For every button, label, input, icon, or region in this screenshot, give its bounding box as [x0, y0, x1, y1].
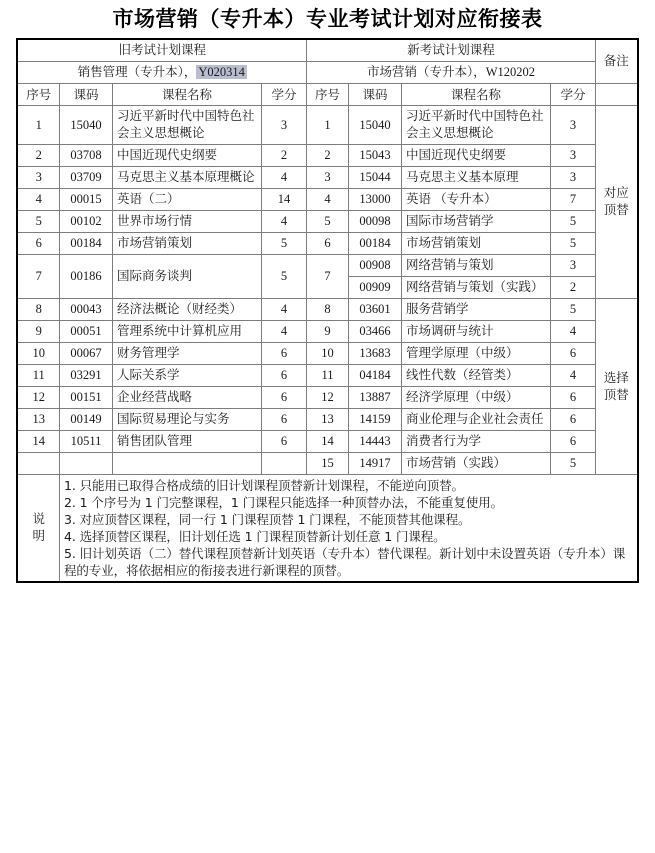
old-name-cell: 人际关系学: [112, 365, 261, 387]
old-name-cell: 财务管理学: [112, 343, 261, 365]
new-code-cell: 13000: [349, 189, 402, 211]
header-new-seq: 序号: [307, 84, 349, 106]
old-credit-cell: 5: [261, 255, 306, 299]
new-name-cell: 市场营销（实践）: [402, 453, 551, 475]
table-row: [17, 431, 637, 453]
old-seq-cell: 4: [17, 189, 59, 211]
new-seq-cell: 13: [307, 409, 349, 431]
old-name-cell: 英语（二）: [112, 189, 261, 211]
page-title: 市场营销（专升本）专业考试计划对应衔接表: [112, 6, 543, 31]
new-seq-cell: 5: [307, 211, 349, 233]
table-row: [17, 365, 637, 387]
new-seq-cell: 3: [307, 167, 349, 189]
new-credit-cell: 4: [551, 365, 596, 387]
old-seq-cell: 8: [17, 299, 59, 321]
old-credit-cell: 4: [261, 211, 306, 233]
old-code-cell: 10511: [59, 431, 112, 453]
new-code-cell: 14443: [349, 431, 402, 453]
old-seq-cell: 7: [17, 255, 59, 299]
old-seq-cell: [17, 453, 59, 475]
new-credit-cell: 6: [551, 431, 596, 453]
new-code-cell: 15040: [349, 106, 402, 145]
new-seq-cell: 15: [307, 453, 349, 475]
table-row: [17, 233, 637, 255]
table-row: [17, 387, 637, 409]
new-name-cell: 线性代数（经管类）: [402, 365, 551, 387]
old-credit-cell: 6: [261, 409, 306, 431]
new-seq-cell: 12: [307, 387, 349, 409]
new-code-cell: 00909: [349, 277, 402, 299]
old-name-cell: 国际商务谈判: [112, 255, 261, 299]
new-name-cell: 英语 （专升本）: [402, 189, 551, 211]
old-credit-cell: 14: [261, 189, 306, 211]
table-row: [17, 145, 637, 167]
new-seq-cell: 11: [307, 365, 349, 387]
new-seq-cell: 8: [307, 299, 349, 321]
old-name-cell: 马克思主义基本原理概论: [112, 167, 261, 189]
old-credit-cell: 4: [261, 321, 306, 343]
old-name-cell: 习近平新时代中国特色社会主义思想概论: [112, 106, 261, 145]
old-code-cell: 15040: [59, 106, 112, 145]
table-row: [17, 189, 637, 211]
old-seq-cell: 1: [17, 106, 59, 145]
new-seq-cell: 1: [307, 106, 349, 145]
new-credit-cell: 5: [551, 299, 596, 321]
new-credit-cell: 2: [551, 277, 596, 299]
new-code-cell: 00908: [349, 255, 402, 277]
new-seq-cell: 6: [307, 233, 349, 255]
new-credit-cell: 3: [551, 145, 596, 167]
note-item: 4. 选择顶替区课程，旧计划任选 1 门课程顶替新计划任意 1 门课程。: [63, 529, 446, 544]
new-code-cell: 13887: [349, 387, 402, 409]
old-credit-cell: 4: [261, 167, 306, 189]
notes-label: [17, 475, 59, 583]
course-mapping-table: [16, 38, 638, 583]
note-item: 1. 只能用已取得合格成绩的旧计划课程顶替新计划课程，不能逆向顶替。: [63, 478, 464, 493]
remark-cell: 选择 顶替: [596, 299, 638, 475]
new-seq-cell: 9: [307, 321, 349, 343]
old-code-cell: 03708: [59, 145, 112, 167]
old-code-cell: 03291: [59, 365, 112, 387]
header-old-seq: 序号: [17, 84, 59, 106]
old-plan-major: 销售管理（专升本），: [77, 65, 197, 79]
new-code-cell: 03601: [349, 299, 402, 321]
new-plan-group-header: 新考试计划课程: [307, 39, 596, 62]
new-seq-cell: 4: [307, 189, 349, 211]
new-name-cell: 国际市场营销学: [402, 211, 551, 233]
old-seq-cell: 5: [17, 211, 59, 233]
new-name-cell: 消费者行为学: [402, 431, 551, 453]
new-code-cell: 13683: [349, 343, 402, 365]
table-row: [17, 343, 637, 365]
new-code-cell: 03466: [349, 321, 402, 343]
old-plan-group-header: 旧考试计划课程: [17, 39, 306, 62]
new-credit-cell: 5: [551, 453, 596, 475]
header-old-code: 课码: [59, 84, 112, 106]
notes-row: [17, 475, 637, 583]
new-credit-cell: 3: [551, 167, 596, 189]
new-credit-cell: 5: [551, 233, 596, 255]
old-name-cell: 市场营销策划: [112, 233, 261, 255]
old-credit-cell: 3: [261, 106, 306, 145]
new-code-cell: 15043: [349, 145, 402, 167]
old-code-cell: [59, 453, 112, 475]
header-remark-spacer: [596, 84, 638, 106]
remark-column-header: 备注: [596, 39, 638, 84]
old-seq-cell: 11: [17, 365, 59, 387]
note-item: 3. 对应顶替区课程，同一行 1 门课程顶替 1 门课程，不能顶替其他课程。: [63, 512, 471, 527]
new-credit-cell: 3: [551, 255, 596, 277]
new-name-cell: 网络营销与策划（实践）: [402, 277, 551, 299]
old-seq-cell: 9: [17, 321, 59, 343]
table-row: [17, 167, 637, 189]
old-seq-cell: 13: [17, 409, 59, 431]
old-name-cell: 经济法概论（财经类）: [112, 299, 261, 321]
new-name-cell: 中国近现代史纲要: [402, 145, 551, 167]
old-credit-cell: 5: [261, 233, 306, 255]
new-name-cell: 网络营销与策划: [402, 255, 551, 277]
old-credit-cell: 4: [261, 299, 306, 321]
column-header-row: [17, 84, 637, 106]
group-header-row: [17, 39, 637, 62]
table-row: [17, 409, 637, 431]
notes-body: [59, 475, 637, 583]
new-seq-cell: 10: [307, 343, 349, 365]
old-credit-cell: 6: [261, 387, 306, 409]
new-name-cell: 商业伦理与企业社会责任: [402, 409, 551, 431]
new-credit-cell: 6: [551, 343, 596, 365]
new-code-cell: 00184: [349, 233, 402, 255]
table-row: [17, 453, 637, 475]
old-seq-cell: 6: [17, 233, 59, 255]
new-code-cell: 00098: [349, 211, 402, 233]
new-code-cell: 15044: [349, 167, 402, 189]
table-row: [17, 106, 637, 145]
old-seq-cell: 12: [17, 387, 59, 409]
old-code-cell: 00015: [59, 189, 112, 211]
table-row: [17, 255, 637, 277]
old-code-cell: 00051: [59, 321, 112, 343]
plan-name-row: [17, 62, 637, 84]
header-old-name: 课程名称: [112, 84, 261, 106]
old-code-cell: 03709: [59, 167, 112, 189]
old-credit-cell: 6: [261, 365, 306, 387]
old-name-cell: 世界市场行情: [112, 211, 261, 233]
new-name-cell: 服务营销学: [402, 299, 551, 321]
new-name-cell: 马克思主义基本原理: [402, 167, 551, 189]
header-new-name: 课程名称: [402, 84, 551, 106]
new-name-cell: 经济学原理（中级）: [402, 387, 551, 409]
new-plan-name-cell: 市场营销（专升本），W120202: [307, 62, 596, 84]
old-code-cell: 00102: [59, 211, 112, 233]
header-old-credit: 学分: [261, 84, 306, 106]
new-seq-cell: 2: [307, 145, 349, 167]
old-code-cell: 00043: [59, 299, 112, 321]
new-credit-cell: 6: [551, 409, 596, 431]
old-name-cell: [112, 453, 261, 475]
header-new-code: 课码: [349, 84, 402, 106]
old-credit-cell: 2: [261, 145, 306, 167]
new-credit-cell: 4: [551, 321, 596, 343]
old-seq-cell: 2: [17, 145, 59, 167]
remark-cell: 对应 顶替: [596, 106, 638, 299]
old-code-cell: 00149: [59, 409, 112, 431]
new-code-cell: 14159: [349, 409, 402, 431]
note-item: 2. 1 个序号为 1 门完整课程，1 门课程只能选择一种顶替办法，不能重复使用。: [63, 495, 504, 510]
old-credit-cell: 6: [261, 343, 306, 365]
new-credit-cell: 3: [551, 106, 596, 145]
new-credit-cell: 7: [551, 189, 596, 211]
old-name-cell: 国际贸易理论与实务: [112, 409, 261, 431]
old-code-cell: 00151: [59, 387, 112, 409]
new-name-cell: 习近平新时代中国特色社会主义思想概论: [402, 106, 551, 145]
new-seq-cell: 14: [307, 431, 349, 453]
old-credit-cell: 6: [261, 431, 306, 453]
old-name-cell: 销售团队管理: [112, 431, 261, 453]
new-seq-cell: 7: [307, 255, 349, 299]
new-code-cell: 14917: [349, 453, 402, 475]
old-seq-cell: 10: [17, 343, 59, 365]
old-code-cell: 00184: [59, 233, 112, 255]
new-name-cell: 管理学原理（中级）: [402, 343, 551, 365]
table-row: [17, 211, 637, 233]
old-name-cell: 企业经营战略: [112, 387, 261, 409]
table-row: [17, 321, 637, 343]
old-credit-cell: [261, 453, 306, 475]
new-code-cell: 04184: [349, 365, 402, 387]
table-row: [17, 299, 637, 321]
old-code-cell: 00186: [59, 255, 112, 299]
old-code-cell: 00067: [59, 343, 112, 365]
note-item: 5. 旧计划英语（二）替代课程顶替新计划英语（专升本）替代课程。新计划中未设置英语（专升本）课程的专业，将依据相应的衔接表进行新课程的顶替。: [63, 546, 626, 578]
old-seq-cell: 14: [17, 431, 59, 453]
old-name-cell: 管理系统中计算机应用: [112, 321, 261, 343]
old-name-cell: 中国近现代史纲要: [112, 145, 261, 167]
new-credit-cell: 6: [551, 387, 596, 409]
old-plan-code-highlighted[interactable]: Y020314: [198, 65, 245, 79]
notes-label-text: 说 明: [32, 512, 45, 543]
new-name-cell: 市场调研与统计: [402, 321, 551, 343]
new-name-cell: 市场营销策划: [402, 233, 551, 255]
old-plan-name-cell: [17, 62, 306, 84]
new-credit-cell: 5: [551, 211, 596, 233]
old-seq-cell: 3: [17, 167, 59, 189]
header-new-credit: 学分: [551, 84, 596, 106]
